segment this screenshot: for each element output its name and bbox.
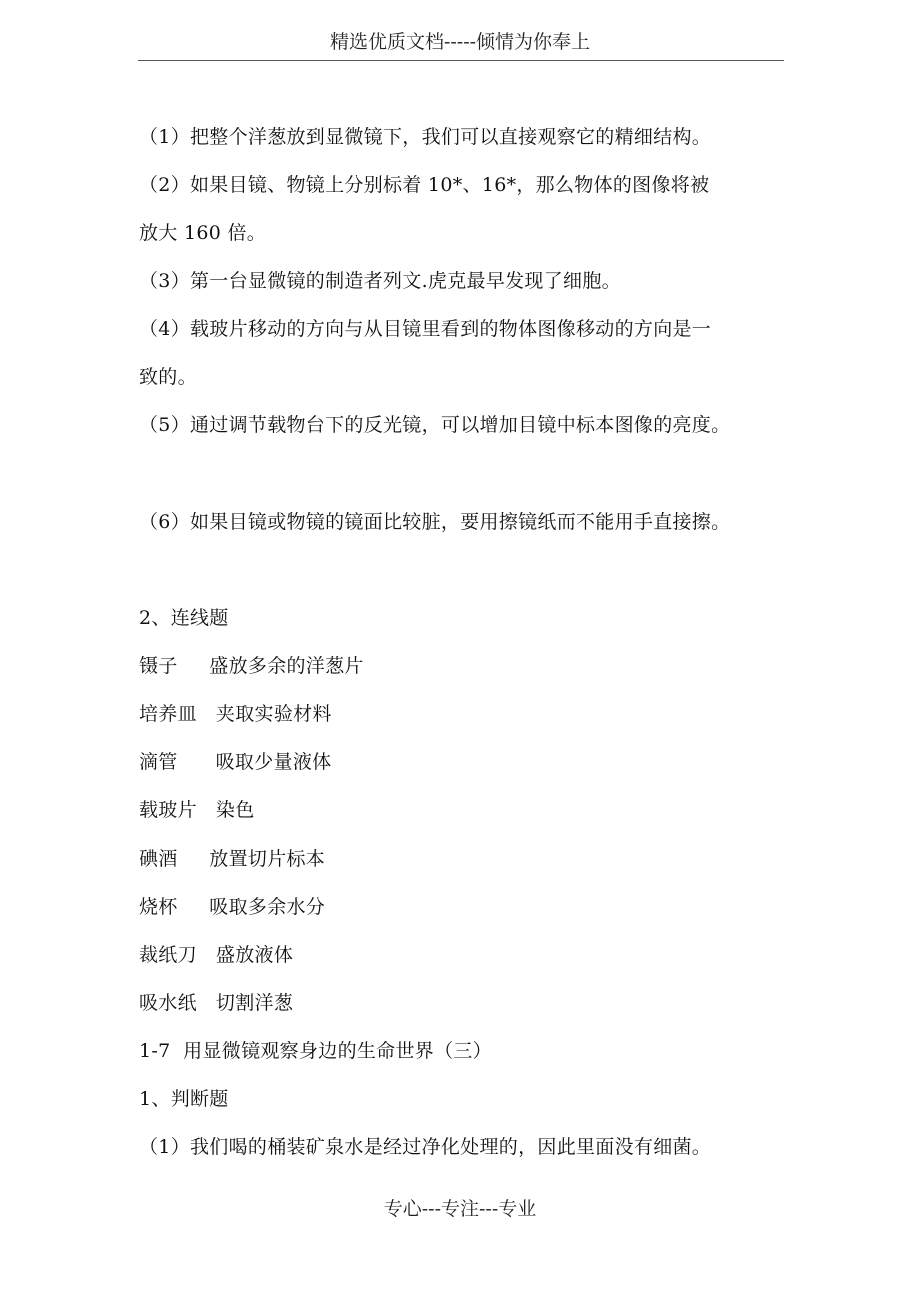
- header-divider: [138, 60, 784, 61]
- question-2-line-1: （2）如果目镜、物镜上分别标着 10*、16*，那么物体的图像将被: [139, 174, 710, 196]
- matching-item: 镊子 盛放多余的洋葱片: [139, 655, 364, 677]
- question-1: （1）把整个洋葱放到显微镜下，我们可以直接观察它的精细结构。: [139, 126, 712, 148]
- section-heading: 1-7 用显微镜观察身边的生命世界（三）: [139, 1040, 492, 1062]
- matching-item: 碘酒 放置切片标本: [139, 848, 326, 870]
- matching-item: 载玻片 染色: [139, 799, 255, 821]
- question-4-line-2: 致的。: [139, 366, 197, 388]
- question-5: （5）通过调节载物台下的反光镜，可以增加目镜中标本图像的亮度。: [139, 414, 731, 436]
- question-3: （3）第一台显微镜的制造者列文.虎克最早发现了细胞。: [139, 270, 621, 292]
- judge-question-1: （1）我们喝的桶装矿泉水是经过净化处理的，因此里面没有细菌。: [139, 1136, 712, 1158]
- question-4-line-1: （4）载玻片移动的方向与从目镜里看到的物体图像移动的方向是一: [139, 318, 712, 340]
- matching-item: 培养皿 夹取实验材料: [139, 703, 332, 725]
- matching-item: 吸水纸 切割洋葱: [139, 992, 294, 1014]
- matching-item: 裁纸刀 盛放液体: [139, 944, 294, 966]
- matching-item: 烧杯 吸取多余水分: [139, 896, 326, 918]
- question-6: （6）如果目镜或物镜的镜面比较脏，要用擦镜纸而不能用手直接擦。: [139, 511, 731, 533]
- matching-section-title: 2、连线题: [139, 607, 229, 629]
- matching-item: 滴管 吸取少量液体: [139, 751, 332, 773]
- question-2-line-2: 放大 160 倍。: [139, 222, 267, 244]
- judge-section-title: 1、判断题: [139, 1088, 229, 1110]
- page-header: 精选优质文档-----倾情为你奉上: [329, 31, 591, 53]
- page-footer: 专心---专注---专业: [383, 1198, 537, 1220]
